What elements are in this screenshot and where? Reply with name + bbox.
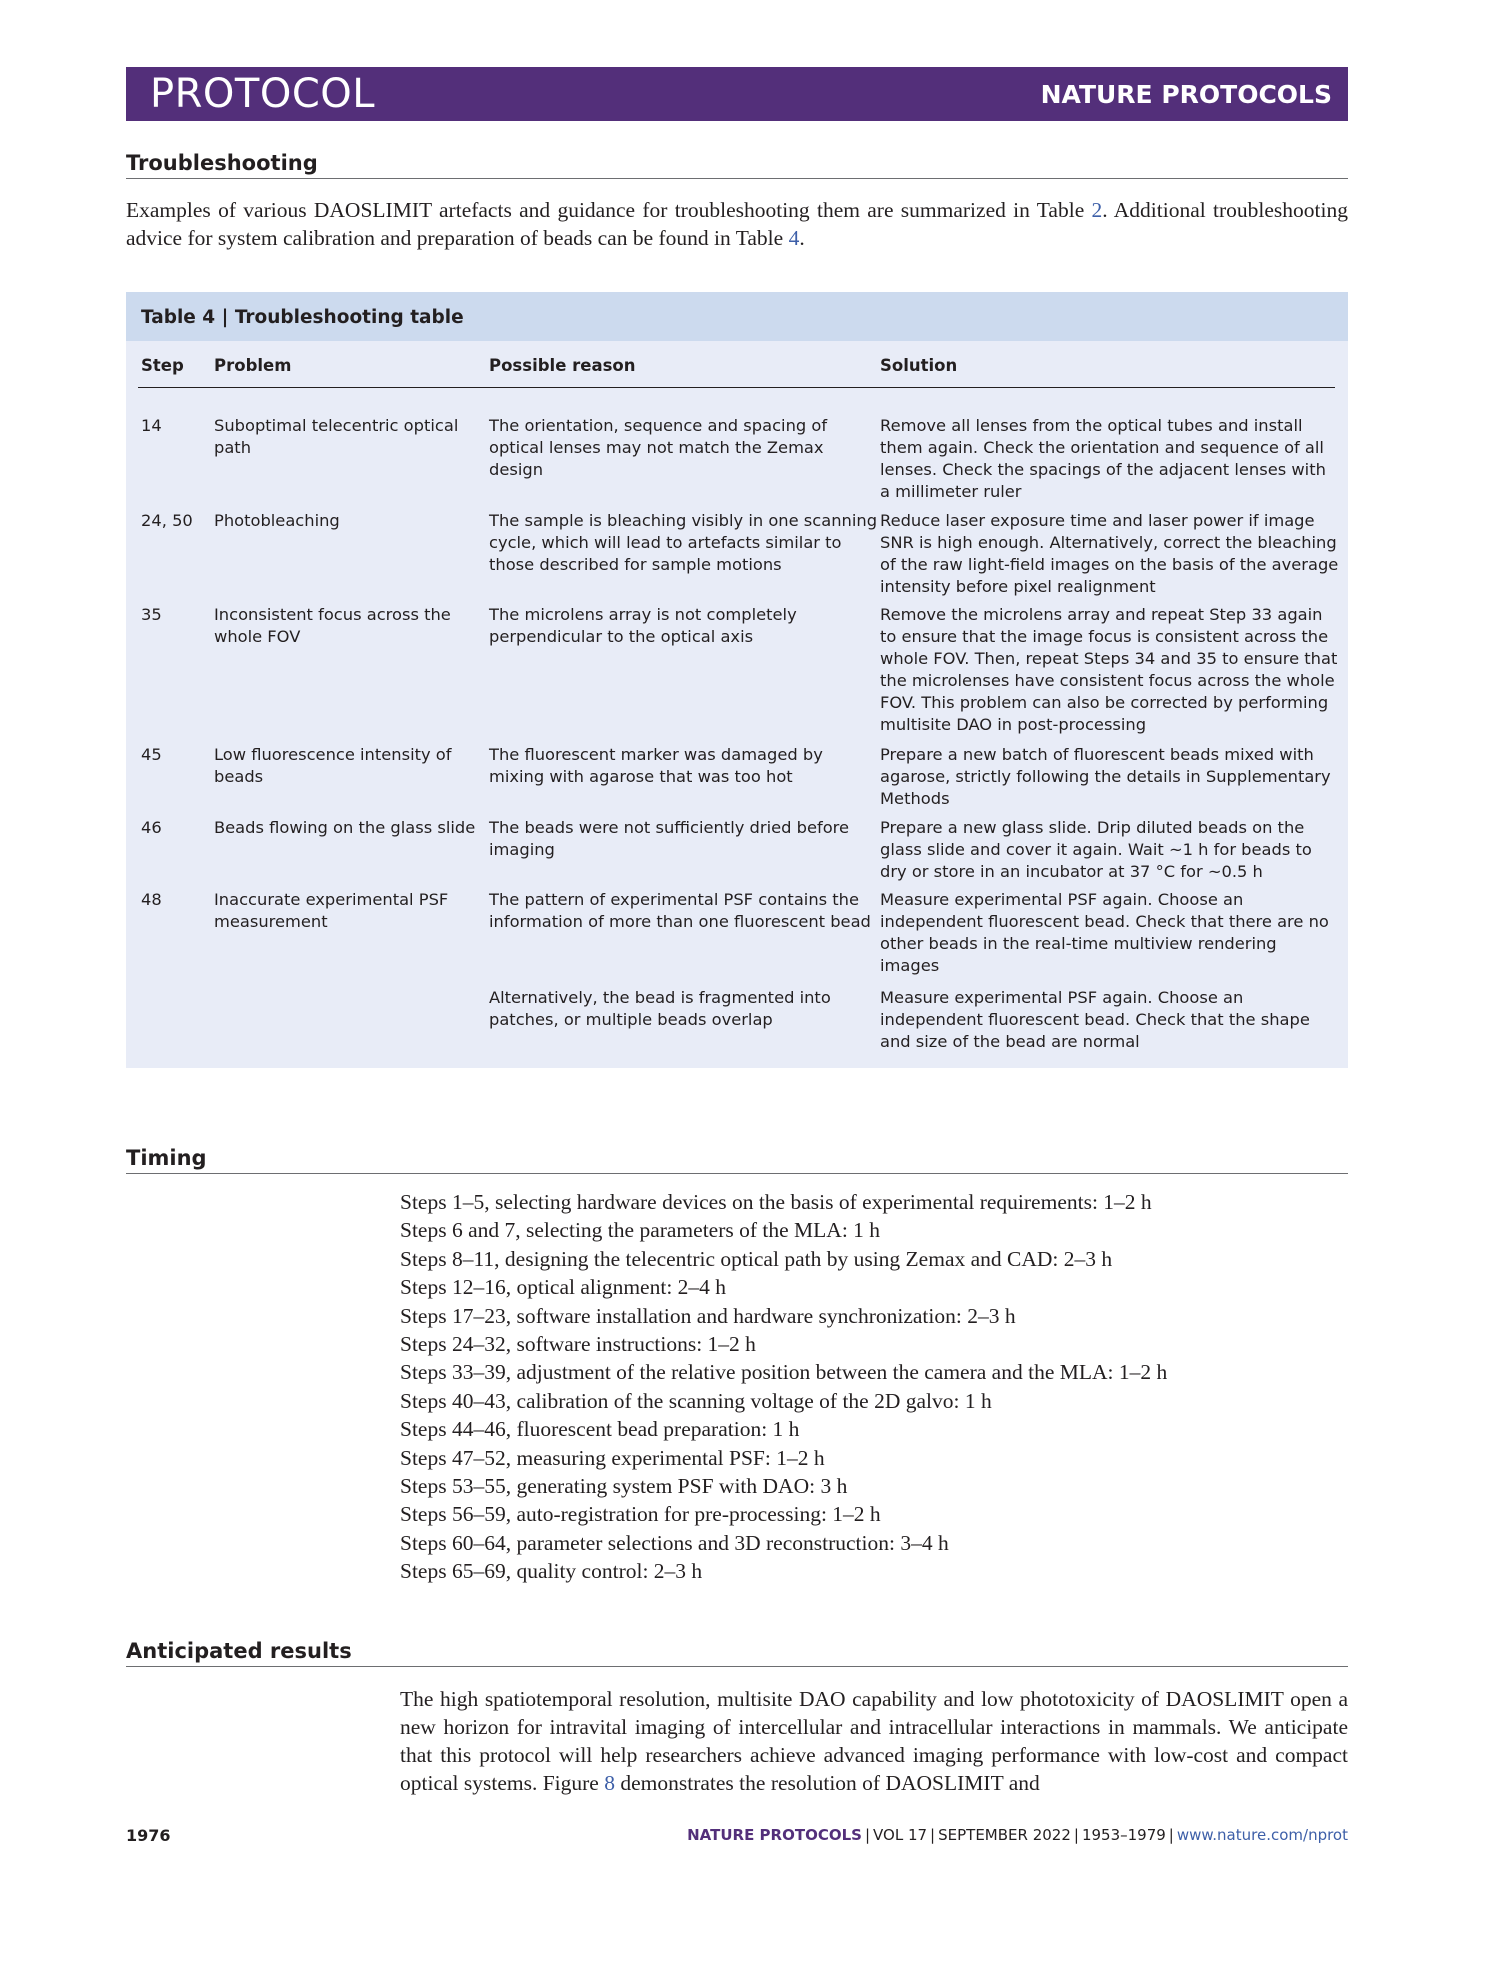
table-caption-title: Troubleshooting table: [234, 307, 464, 328]
page-number: 1976: [126, 1826, 171, 1845]
table-4-link[interactable]: 4: [788, 226, 800, 250]
anticipated-results-paragraph: [400, 1685, 1348, 1797]
troubleshooting-heading: Troubleshooting: [126, 150, 1348, 179]
list-item: Steps 44–46, fluorescent bead preparation: 1 h: [400, 1417, 800, 1442]
journal-banner: [126, 67, 1348, 121]
anticipated-text-1: The high spatiotemporal resolution, multisite DAO capability and low phototoxicity of DAOSLIMIT open a new horizon for intravital imaging of intercellular and intracellular interactions in mammals. We anticipate that this protocol will help researchers achieve advanced imaging performance with low-cost and compact optical systems. Figure: [400, 1687, 1348, 1795]
table-caption-label: Table 4 |: [141, 307, 229, 328]
list-item: Steps 6 and 7, selecting the parameters of the MLA: 1 h: [400, 1218, 881, 1243]
list-item: Steps 8–11, designing the telecentric optical path by using Zemax and CAD: 2–3 h: [400, 1246, 1113, 1271]
column-header-problem: Problem: [214, 356, 292, 375]
troubleshooting-paragraph: [126, 196, 1348, 252]
column-header-solution: Solution: [880, 356, 958, 375]
list-item: Steps 53–55, generating system PSF with DAO: 3 h: [400, 1474, 848, 1499]
list-item: Steps 24–32, software instructions: 1–2 h: [400, 1332, 756, 1357]
cell-step: 24, 50: [141, 511, 193, 530]
cell-reason: The fluorescent marker was damaged by mixing with agarose that was too hot: [489, 745, 823, 786]
footer-date: SEPTEMBER 2022: [938, 1826, 1071, 1844]
cell-solution: Prepare a new batch of fluorescent beads mixed with agarose, strictly following the details in Supplementary Methods: [880, 745, 1331, 808]
footer-journal: NATURE PROTOCOLS: [687, 1826, 862, 1844]
column-header-step: Step: [141, 356, 184, 375]
list-item: Steps 40–43, calibration of the scanning voltage of the 2D galvo: 1 h: [400, 1388, 992, 1413]
cell-solution: Measure experimental PSF again. Choose an independent fluorescent bead. Check that there are no other beads in the real-time multiview rendering images: [880, 890, 1329, 975]
timing-list: [400, 1188, 1348, 1586]
list-item: Steps 33–39, adjustment of the relative position between the camera and the MLA: 1–2 h: [400, 1360, 1168, 1385]
cell-reason: The sample is bleaching visibly in one scanning cycle, which will lead to artefacts similar to those described for sample motions: [489, 511, 878, 574]
list-item: Steps 47–52, measuring experimental PSF: 1–2 h: [400, 1445, 825, 1470]
cell-solution: Prepare a new glass slide. Drip diluted beads on the glass slide and cover it again. Wait ~1 h for beads to dry or store in an incubator at 37 °C for ~0.5 h: [880, 818, 1312, 881]
figure-8-link[interactable]: 8: [604, 1771, 615, 1795]
list-item: Steps 56–59, auto-registration for pre-processing: 1–2 h: [400, 1502, 881, 1527]
table-caption: [126, 292, 1348, 341]
cell-reason: The beads were not sufficiently dried before imaging: [489, 818, 850, 859]
list-item: Steps 17–23, software installation and hardware synchronization: 2–3 h: [400, 1303, 1016, 1328]
anticipated-results-heading: Anticipated results: [126, 1638, 1348, 1667]
cell-problem: Photobleaching: [214, 511, 340, 530]
list-item: Steps 65–69, quality control: 2–3 h: [400, 1559, 703, 1584]
cell-problem: Beads flowing on the glass slide: [214, 818, 476, 837]
footer-citation: NATURE PROTOCOLS | VOL 17 | SEPTEMBER 2022 | 1953–1979 | www.nature.com/nprot: [687, 1826, 1348, 1844]
list-item: Steps 12–16, optical alignment: 2–4 h: [400, 1275, 727, 1300]
article-type-label: PROTOCOL: [150, 71, 376, 117]
cell-solution: Remove all lenses from the optical tubes and install them again. Check the orientation and sequence of all lenses. Check the spacings of the adjacent lenses with a millimeter ruler: [880, 416, 1326, 501]
cell-step: 45: [141, 745, 162, 764]
cell-problem: Low fluorescence intensity of beads: [214, 745, 452, 786]
table-2-link[interactable]: 2: [1091, 198, 1103, 222]
table-header-row: [138, 349, 1335, 388]
cell-problem: Suboptimal telecentric optical path: [214, 416, 459, 457]
footer-volume: VOL 17: [873, 1826, 928, 1844]
cell-reason: Alternatively, the bead is fragmented into patches, or multiple beads overlap: [489, 988, 831, 1029]
cell-step: 35: [141, 605, 162, 624]
cell-problem: Inconsistent focus across the whole FOV: [214, 605, 451, 646]
cell-solution: Remove the microlens array and repeat Step 33 again to ensure that the image focus is consistent across the whole FOV. Then, repeat Steps 34 and 35 to ensure that the microlenses have consistent focus across the whole FOV. This problem can also be corrected by performing multisite DAO in post-processing: [880, 605, 1338, 734]
footer-url-link[interactable]: www.nature.com/nprot: [1176, 1826, 1348, 1844]
anticipated-text-2: demonstrates the resolution of DAOSLIMIT and: [614, 1771, 1040, 1795]
column-header-reason: Possible reason: [489, 356, 636, 375]
cell-reason: The pattern of experimental PSF contains the information of more than one fluorescent bead: [489, 890, 871, 931]
timing-heading: Timing: [126, 1145, 1348, 1174]
cell-solution: Measure experimental PSF again. Choose an independent fluorescent bead. Check that the shape and size of the bead are normal: [880, 988, 1310, 1051]
list-item: Steps 1–5, selecting hardware devices on the basis of experimental requirements: 1–2 h: [400, 1190, 1152, 1214]
cell-step: 14: [141, 416, 162, 435]
troubleshooting-text-1: Examples of various DAOSLIMIT artefacts and guidance for troubleshooting them are summarized in Table: [126, 198, 1092, 222]
journal-name-label: NATURE PROTOCOLS: [1040, 80, 1332, 109]
cell-step: 48: [141, 890, 162, 909]
troubleshooting-text-2: . Additional troubleshooting advice for system calibration and preparation of beads can be found in Table: [126, 198, 1348, 250]
cell-reason: The microlens array is not completely perpendicular to the optical axis: [489, 605, 797, 646]
troubleshooting-text-3: .: [799, 226, 805, 250]
list-item: Steps 60–64, parameter selections and 3D reconstruction: 3–4 h: [400, 1530, 949, 1555]
cell-step: 46: [141, 818, 162, 837]
troubleshooting-table: [126, 292, 1348, 1068]
footer-pages: 1953–1979: [1081, 1826, 1166, 1844]
cell-reason: The orientation, sequence and spacing of optical lenses may not match the Zemax design: [489, 416, 828, 479]
cell-solution: Reduce laser exposure time and laser power if image SNR is high enough. Alternatively, correct the bleaching of the raw light-field images on the basis of the average intensity before pixel realignment: [880, 511, 1339, 596]
cell-problem: Inaccurate experimental PSF measurement: [214, 890, 449, 931]
